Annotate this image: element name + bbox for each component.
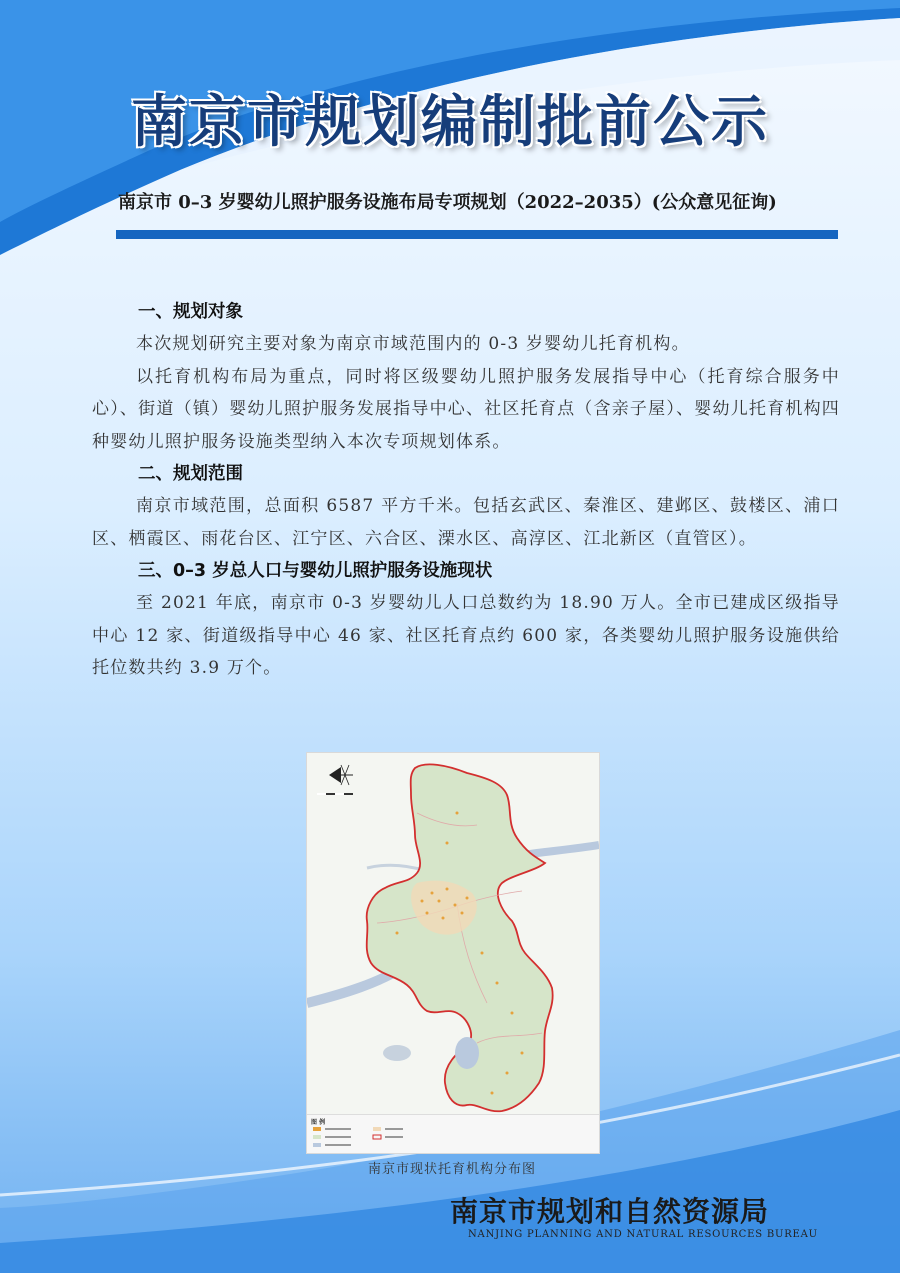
legend-swatches xyxy=(307,1115,599,1153)
section-paragraph: 本次规划研究主要对象为南京市域范围内的 0-3 岁婴幼儿托育机构。 xyxy=(136,334,690,354)
facility-distribution-map xyxy=(306,752,600,1154)
map-caption: 南京市现状托育机构分布图 xyxy=(367,1162,536,1177)
notice-body xyxy=(92,296,840,685)
legend-title: 图 例 xyxy=(311,1119,326,1126)
scale-bar-icon xyxy=(317,793,353,795)
section-paragraph: 以托育机构布局为重点，同时将区级婴幼儿照护服务发展指导中心（托育综合服务中心）、街道（镇）婴幼儿照护服务发展指导中心、社区托育点（含亲子屋）、婴幼儿托育机构四种婴幼儿照护服务设施类型纳入本次专项规划体系。 xyxy=(92,366,840,452)
map-legend xyxy=(307,1114,599,1153)
section-paragraph: 南京市域范围，总面积 6587 平方千米。包括玄武区、秦淮区、建邺区、鼓楼区、浦口区、栖霞区、雨花台区、江宁区、六合区、溧水区、高淳区、江北新区（直管区）。 xyxy=(92,496,840,549)
section-heading-scope: 二、规划范围 xyxy=(138,464,243,484)
title-divider xyxy=(116,230,838,239)
plan-subtitle: 南京市 0–3 岁婴幼儿照护服务设施布局专项规划（2022–2035）(公众意见征询) xyxy=(118,192,777,213)
section-heading-status: 三、0–3 岁总人口与婴幼儿照护服务设施现状 xyxy=(138,561,493,581)
section-heading-objects: 一、规划对象 xyxy=(138,302,243,322)
map-graphic xyxy=(307,753,599,1115)
page-title: 南京市规划编制批前公示 xyxy=(131,89,769,155)
section-paragraph: 至 2021 年底，南京市 0-3 岁婴幼儿人口总数约为 18.90 万人。全市已建成区级指导中心 12 家、街道级指导中心 46 家、社区托育点约 600 家，各类婴幼儿照护服务设施供给托位数共约 3.9 万个。 xyxy=(92,593,840,678)
bureau-name-cn: 南京市规划和自然资源局 xyxy=(450,1195,770,1228)
bureau-name-en: NANJING PLANNING AND NATURAL RESOURCES BUREAU xyxy=(468,1229,818,1240)
